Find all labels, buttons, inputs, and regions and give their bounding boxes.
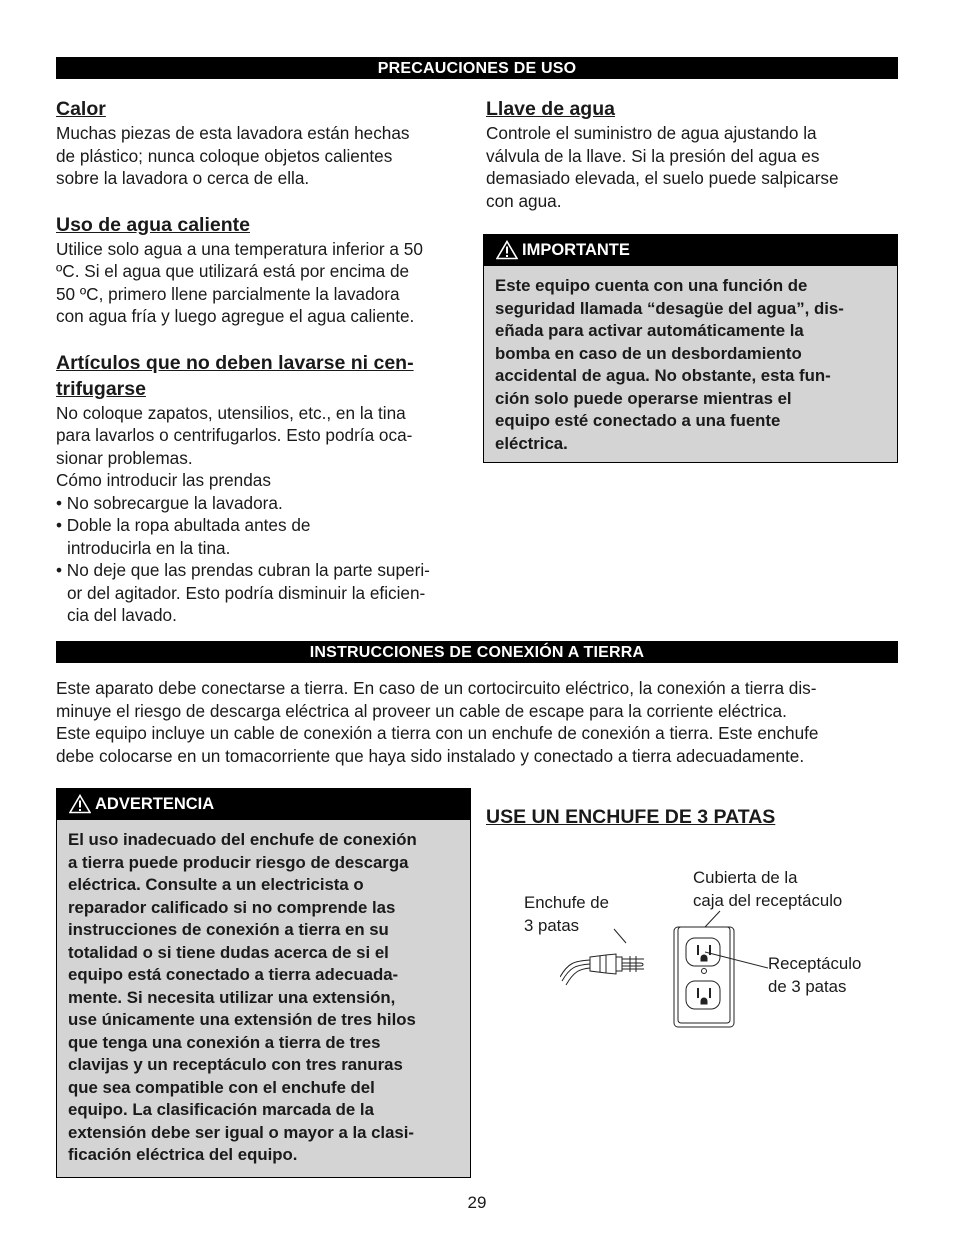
importante-line: eñada para activar automáticamente la <box>495 321 804 340</box>
conexion-line: Este aparato debe conectarse a tierra. En caso de un cortocircuito eléctrico, la conexión a tierra dis- <box>56 678 817 698</box>
llave-line: válvula de la llave. Si la presión del agua es <box>486 145 820 166</box>
conexion-line: debe colocarse en un tomacorriente que haya sido instalado y conectado a tierra adecuadamente. <box>56 745 805 766</box>
plug-receptacle-diagram <box>560 905 800 1030</box>
importante-line: equipo esté conectado a una fuente <box>495 411 781 430</box>
bullet-item: • No sobrecargue la lavadora. <box>56 492 283 513</box>
advertencia-line: a tierra puede producir riesgo de descarga <box>68 852 409 872</box>
importante-header <box>484 235 897 266</box>
conexion-paragraph <box>56 677 906 767</box>
calor-line: de plástico; nunca coloque objetos calientes <box>56 145 393 166</box>
bullet-item: • Doble la ropa abultada antes de <box>56 515 311 535</box>
importante-line: bomba en caso de un desbordamiento <box>495 343 802 363</box>
warning-triangle-icon <box>496 240 518 260</box>
importante-line: ción solo puede operarse mientras el <box>495 388 792 408</box>
advertencia-line: El uso inadecuado del enchufe de conexión <box>68 830 417 849</box>
section-articulos <box>56 350 476 627</box>
heading-articulos-cont: trifugarse <box>56 377 146 400</box>
importante-line: seguridad llamada “desagüe del agua”, dis- <box>495 298 844 318</box>
label-receptaculo-line: de 3 patas <box>768 977 847 996</box>
llave-line: con agua. <box>486 190 562 211</box>
section-agua-caliente <box>56 212 476 328</box>
advertencia-line: equipo está conectado a tierra adecuada- <box>68 965 399 984</box>
articulos-line: Cómo introducir las prendas <box>56 470 271 490</box>
articulos-line: para lavarlos o centrifugarlos. Esto podría oca- <box>56 425 413 445</box>
advertencia-line: reparador calificado si no comprende las <box>68 897 396 917</box>
agua-caliente-line: 50 ºC, primero llene parcialmente la lavadora <box>56 283 400 304</box>
advertencia-line: clavijas y un receptáculo con tres ranuras <box>68 1055 403 1074</box>
section-calor <box>56 96 476 190</box>
bullet-item: • No deje que las prendas cubran la parte superi- <box>56 560 430 580</box>
importante-line: eléctrica. <box>495 433 568 453</box>
right-column <box>486 96 898 212</box>
section-header-precauciones: PRECAUCIONES DE USO <box>56 57 898 79</box>
three-prong-plug-icon <box>560 954 644 985</box>
calor-line: sobre la lavadora o cerca de ella. <box>56 168 310 188</box>
advertencia-body <box>57 820 470 1173</box>
leader-line-enchufe <box>614 929 626 943</box>
advertencia-line: eléctrica. Consulte a un electricista o <box>68 875 364 894</box>
heading-agua-caliente: Uso de agua caliente <box>56 213 250 236</box>
conexion-line: minuye el riesgo de descarga eléctrica al proveer un cable de escape para la corriente eléctrica. <box>56 700 787 721</box>
importante-line: accidental de agua. No obstante, esta fun- <box>495 366 831 385</box>
calor-line: Muchas piezas de esta lavadora están hechas <box>56 123 410 143</box>
heading-articulos: Artículos que no deben lavarse ni cen- <box>56 351 414 374</box>
advertencia-line: ficación eléctrica del equipo. <box>68 1145 298 1164</box>
advertencia-line: que tenga una conexión a tierra de tres <box>68 1032 381 1052</box>
heading-calor: Calor <box>56 98 106 120</box>
conexion-line: Este equipo incluye un cable de conexión a tierra con un enchufe de conexión a tierra. Este enchufe <box>56 723 819 743</box>
advertencia-box <box>56 788 471 1178</box>
agua-caliente-line: con agua fría y luego agregue el agua caliente. <box>56 306 415 326</box>
importante-line: Este equipo cuenta con una función de <box>495 276 808 295</box>
advertencia-line: use únicamente una extensión de tres hilos <box>68 1010 416 1029</box>
advertencia-label: ADVERTENCIA <box>95 795 215 813</box>
advertencia-line: equipo. La clasificación marcada de la <box>68 1100 374 1119</box>
articulos-line: sionar problemas. <box>56 447 193 468</box>
left-column <box>56 96 476 627</box>
agua-caliente-line: Utilice solo agua a una temperatura inferior a 50 <box>56 238 423 259</box>
warning-triangle-icon <box>69 794 91 814</box>
bullet-item-cont: cia del lavado. <box>67 605 177 625</box>
advertencia-header <box>57 789 470 820</box>
advertencia-line: totalidad o si tiene dudas acerca de si el <box>68 942 389 962</box>
articulos-line: No coloque zapatos, utensilios, etc., en la tina <box>56 402 406 423</box>
llave-line: demasiado elevada, el suelo puede salpicarse <box>486 168 839 188</box>
bullet-item-cont: introducirla en la tina. <box>67 537 231 558</box>
heading-llave: Llave de agua <box>486 98 615 120</box>
leader-line-cubierta <box>705 911 720 927</box>
advertencia-line: instrucciones de conexión a tierra en su <box>68 920 389 939</box>
advertencia-line: que sea compatible con el enchufe del <box>68 1077 375 1097</box>
importante-body <box>484 266 897 461</box>
label-enchufe-line: Enchufe de <box>524 893 609 912</box>
bullet-item-cont: or del agitador. Esto podría disminuir la eficien- <box>67 582 426 603</box>
label-receptaculo-line: Receptáculo <box>768 954 862 973</box>
agua-caliente-line: ºC. Si el agua que utilizará está por encima de <box>56 261 410 281</box>
page-number: 29 <box>467 1193 487 1212</box>
advertencia-line: mente. Si necesita utilizar una extensión, <box>68 987 396 1007</box>
label-cubierta-line: Cubierta de la <box>693 868 798 887</box>
importante-label: IMPORTANTE <box>522 241 630 259</box>
advertencia-line: extensión debe ser igual o mayor a la clasi- <box>68 1122 415 1142</box>
llave-line: Controle el suministro de agua ajustando la <box>486 123 817 143</box>
section-header-conexion: INSTRUCCIONES DE CONEXIÓN A TIERRA <box>56 641 898 663</box>
receptacle-cover-icon <box>674 927 734 1027</box>
label-enchufe-line: 3 patas <box>524 916 580 935</box>
importante-box <box>483 234 898 463</box>
label-cubierta-line: caja del receptáculo <box>693 891 843 910</box>
heading-enchufe: USE UN ENCHUFE DE 3 PATAS <box>486 806 776 828</box>
